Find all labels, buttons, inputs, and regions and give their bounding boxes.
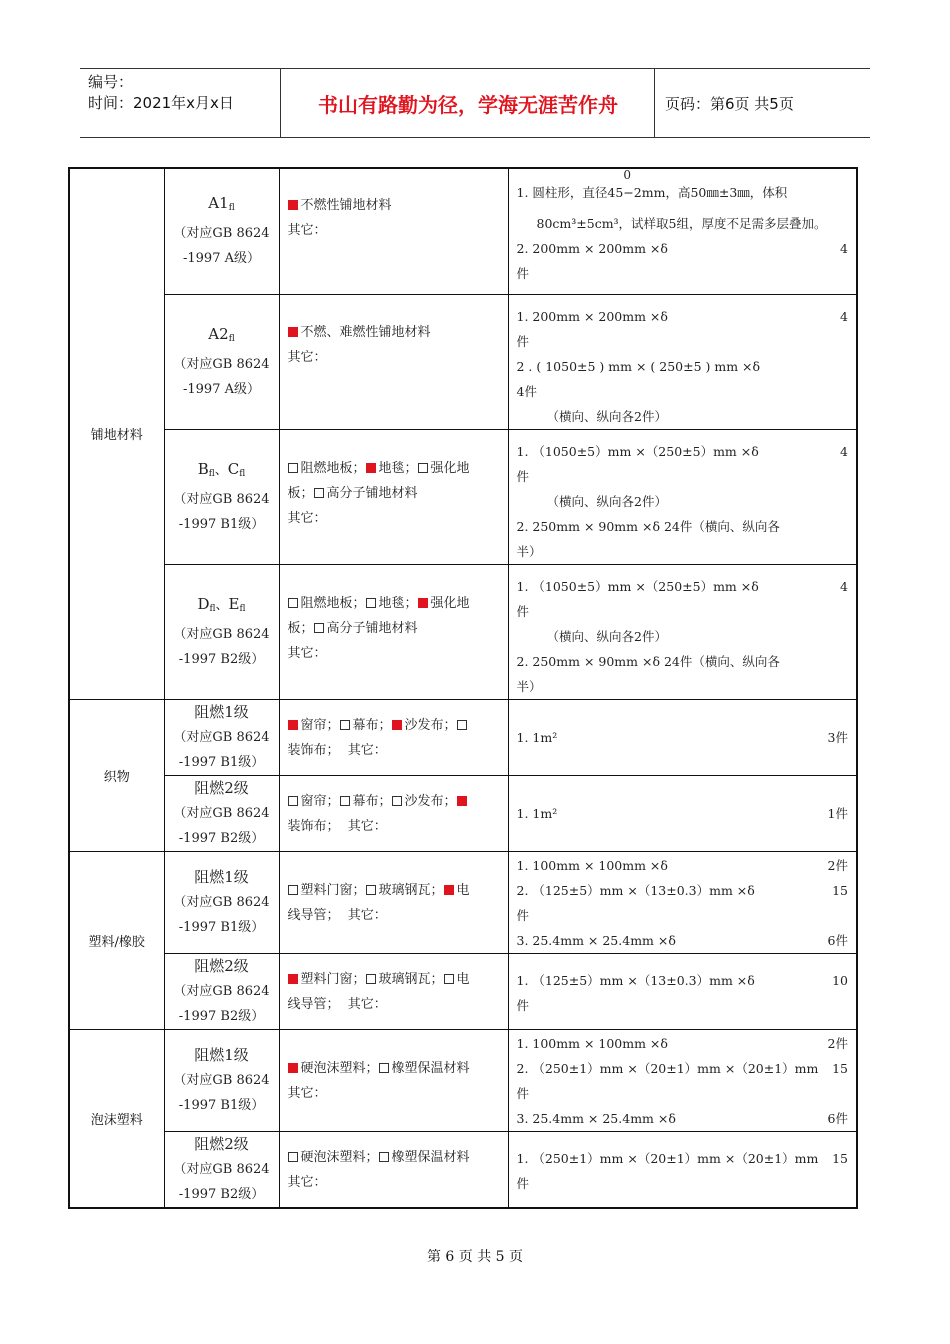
spec-cell	[508, 953, 857, 1029]
checkbox-checked-icon[interactable]	[288, 974, 298, 984]
checkbox-checked-icon[interactable]	[418, 598, 428, 608]
spec-cell	[508, 168, 857, 294]
text-fragment: 地毯；	[378, 595, 418, 611]
spec-unit: 件	[516, 1085, 530, 1101]
spec-line: 1. 圆柱形，直径45	[516, 185, 624, 200]
checkbox-icon[interactable]	[366, 598, 376, 608]
grade-ref: （对应GB 8624	[173, 626, 270, 642]
spec-unit: 件	[516, 603, 530, 619]
text-fragment: 其它：	[347, 907, 387, 923]
grade-cell	[164, 1029, 279, 1131]
text-fragment: 窗帘；	[300, 717, 340, 733]
spec-note: （横向、纵向各2件）	[546, 493, 667, 509]
table-row	[69, 564, 857, 699]
text-fragment: 高分子铺地材料	[326, 485, 418, 501]
text-fragment: fl	[239, 603, 246, 614]
grade-cell	[164, 429, 279, 564]
spec-count: 1件	[827, 805, 848, 821]
grade-ref: （对应GB 8624	[173, 356, 270, 372]
grade-ref: （对应GB 8624	[173, 226, 270, 242]
category-cell: 铺地材料	[69, 168, 164, 699]
checkbox-icon[interactable]	[444, 974, 454, 984]
checkbox-checked-icon[interactable]	[288, 1063, 298, 1073]
text-fragment: 电	[456, 971, 470, 987]
spec-line: 2. 250mm × 90mm ×δ 24件（横向、纵向各	[516, 653, 780, 669]
grade-name: C	[227, 459, 240, 478]
material-cell	[279, 851, 508, 953]
grade-ref: -1997 B1级）	[178, 516, 265, 532]
checkbox-icon[interactable]	[314, 623, 324, 633]
text-fragment: 阻燃地板；	[300, 460, 366, 476]
spec-line: 3. 25.4mm × 25.4mm ×δ	[516, 1110, 676, 1126]
spec-line: 1. 100mm × 100mm ×δ	[516, 1035, 668, 1051]
text-fragment: 塑料门窗；	[300, 971, 366, 987]
grade-subscript: fl	[228, 203, 235, 214]
grade-subscript: fl	[228, 333, 235, 344]
grade-cell	[164, 294, 279, 429]
spec-cell	[508, 851, 857, 953]
grade-ref: （对应GB 8624	[173, 729, 270, 745]
material-cell	[279, 953, 508, 1029]
grade-ref: （对应GB 8624	[173, 805, 270, 821]
checkbox-icon[interactable]	[457, 720, 467, 730]
checkbox-icon[interactable]	[288, 885, 298, 895]
text-fragment: 阻燃地板；	[300, 595, 366, 611]
text-fragment: 硬泡沫塑料；	[300, 1060, 379, 1076]
spec-line: 1. （250±1）mm ×（20±1）mm ×（20±1）mm	[516, 1150, 819, 1166]
other-label: 其它：	[287, 1174, 327, 1190]
grade-name: 阻燃2级	[194, 778, 249, 797]
text-fragment: 幕布；	[352, 793, 392, 809]
grade-cell	[164, 953, 279, 1029]
grade-name: 阻燃1级	[194, 1045, 249, 1064]
checkbox-checked-icon[interactable]	[457, 796, 467, 806]
material-cell	[279, 168, 508, 294]
text-fragment: 橡塑保温材料	[391, 1149, 470, 1165]
table-row	[69, 699, 857, 775]
time-label: 时间：2021年x月x日	[88, 94, 234, 112]
spec-line: 2 . ( 1050±5 ) mm × ( 250±5 ) mm ×δ	[516, 358, 761, 374]
grade-name: 阻燃2级	[194, 1134, 249, 1153]
category-cell: 织物	[69, 699, 164, 851]
text-fragment: 装饰布；	[287, 742, 340, 758]
table-row	[69, 168, 857, 294]
spec-line: 2. 200mm × 200mm ×δ	[516, 241, 668, 256]
spec-unit: 件	[516, 1175, 530, 1191]
text-fragment: 橡塑保温材料	[391, 1060, 470, 1076]
header-page-label: 页码：第6页 共5页	[665, 95, 794, 113]
grade-cell	[164, 851, 279, 953]
other-label: 其它：	[287, 223, 327, 238]
grade-cell	[164, 168, 279, 294]
spec-line: 2. （250±1）mm ×（20±1）mm ×（20±1）mm	[516, 1060, 819, 1076]
grade-name: A2	[208, 324, 229, 343]
text-fragment: 沙发布；	[404, 717, 457, 733]
text-fragment: 其它：	[347, 742, 387, 758]
material-cell	[279, 564, 508, 699]
checkbox-icon[interactable]	[379, 1063, 389, 1073]
text-fragment: 板；	[287, 620, 314, 636]
checkbox-icon[interactable]	[288, 598, 298, 608]
grade-cell	[164, 775, 279, 851]
spec-count: 2件	[827, 1035, 848, 1051]
text-fragment: 玻璃钢瓦；	[378, 882, 444, 898]
checkbox-checked-icon[interactable]	[444, 885, 454, 895]
material-cell	[279, 429, 508, 564]
grade-ref: （对应GB 8624	[173, 1072, 270, 1088]
table-row	[69, 953, 857, 1029]
grade-ref: -1997 B1级）	[178, 754, 265, 770]
text-fragment: 线导管；	[287, 907, 340, 923]
checkbox-icon[interactable]	[379, 1152, 389, 1162]
spec-line: 2. （125±5）mm ×（13±0.3）mm ×δ	[516, 882, 755, 898]
grade-name: 阻燃1级	[194, 702, 249, 721]
spec-cell	[508, 1131, 857, 1208]
spec-line: 80cm³±5cm³，试样取5组，厚度不足需多层叠加。	[536, 216, 827, 231]
text-fragment: 其它：	[347, 996, 387, 1012]
spec-line: 1. （1050±5）mm ×（250±5）mm ×δ	[516, 578, 759, 594]
page-footer: 第 6 页 共 5 页	[426, 1249, 524, 1265]
grade-name: 阻燃1级	[194, 867, 249, 886]
spec-note: （横向、纵向各2件）	[546, 408, 667, 424]
header-meta	[88, 72, 234, 114]
grade-ref: （对应GB 8624	[173, 1161, 270, 1177]
checkbox-checked-icon[interactable]	[288, 200, 298, 210]
text-fragment: 强化地	[430, 460, 470, 476]
spec-unit: 件	[516, 333, 530, 349]
table-row	[69, 851, 857, 953]
checkbox-icon[interactable]	[418, 463, 428, 473]
table-row	[69, 429, 857, 564]
spec-count: 2件	[827, 857, 848, 873]
spec-line: 1. 1m²	[516, 805, 558, 821]
spec-count: 4	[840, 578, 848, 594]
spec-cell	[508, 294, 857, 429]
material-cell	[279, 699, 508, 775]
text-fragment: 其它：	[347, 818, 387, 834]
spec-line: 1. （125±5）mm ×（13±0.3）mm ×δ	[516, 972, 755, 988]
text-fragment: 幕布；	[352, 717, 392, 733]
checkbox-icon[interactable]	[366, 885, 376, 895]
header-divider	[654, 69, 655, 137]
spec-count: 6件	[827, 932, 848, 948]
grade-name: B	[197, 459, 209, 478]
other-label: 其它：	[287, 645, 327, 661]
grade-name: 阻燃2级	[194, 956, 249, 975]
spec-line: 1. 1m²	[516, 729, 558, 745]
text-fragment: 塑料门窗；	[300, 882, 366, 898]
material-option: 不燃、难燃性铺地材料	[300, 324, 431, 340]
grade-name: D	[197, 594, 210, 613]
checkbox-icon[interactable]	[392, 796, 402, 806]
spec-line: 2. 250mm × 90mm ×δ 24件（横向、纵向各	[516, 518, 780, 534]
text-fragment: 沙发布；	[404, 793, 457, 809]
text-fragment: 高分子铺地材料	[326, 620, 418, 636]
spec-line: 1. 200mm × 200mm ×δ	[516, 308, 668, 324]
text-fragment: 玻璃钢瓦；	[378, 971, 444, 987]
grade-name: E	[228, 594, 240, 613]
grade-cell	[164, 564, 279, 699]
spec-line: 3. 25.4mm × 25.4mm ×δ	[516, 932, 676, 948]
spec-cell	[508, 564, 857, 699]
checkbox-checked-icon[interactable]	[288, 327, 298, 337]
spec-cell	[508, 1029, 857, 1131]
checkbox-checked-icon[interactable]	[366, 463, 376, 473]
text-fragment: mm，高50㎜±3㎜，体积	[641, 185, 788, 200]
other-label: 其它：	[287, 349, 327, 365]
spec-count: 15	[832, 1060, 848, 1076]
grade-cell	[164, 1131, 279, 1208]
material-option: 不燃性铺地材料	[300, 198, 392, 213]
text-fragment: 装饰布；	[287, 818, 340, 834]
checkbox-icon[interactable]	[314, 488, 324, 498]
checkbox-icon[interactable]	[288, 463, 298, 473]
checkbox-icon[interactable]	[366, 974, 376, 984]
material-cell	[279, 775, 508, 851]
spec-count: 10	[832, 972, 848, 988]
spec-note: （横向、纵向各2件）	[546, 628, 667, 644]
spec-unit: 4件	[516, 383, 537, 399]
header-motto: 书山有路勤为径，学海无涯苦作舟	[318, 92, 618, 117]
grade-ref: -1997 B1级）	[178, 1097, 265, 1113]
grade-cell	[164, 699, 279, 775]
text-fragment: fl	[209, 603, 216, 614]
grade-ref: -1997 B2级）	[178, 651, 265, 667]
text-fragment: 硬泡沫塑料；	[300, 1149, 379, 1165]
text-fragment: 线导管；	[287, 996, 340, 1012]
checkbox-icon[interactable]	[288, 1152, 298, 1162]
spec-count: 3件	[827, 729, 848, 745]
text-fragment: 板；	[287, 485, 314, 501]
grade-ref: -1997 B1级）	[178, 919, 265, 935]
spec-count: 15	[832, 882, 848, 898]
checkbox-checked-icon[interactable]	[288, 720, 298, 730]
grade-ref: -1997 B2级）	[178, 1008, 265, 1024]
text-fragment: fl	[208, 468, 215, 479]
grade-ref: -1997 A级）	[183, 381, 260, 397]
text-fragment: 地毯；	[378, 460, 418, 476]
spec-line: 1. 100mm × 100mm ×δ	[516, 857, 668, 873]
spec-unit: 件	[516, 468, 530, 484]
spec-unit: 件	[516, 266, 530, 281]
text-fragment: 、	[215, 597, 229, 613]
grade-ref: -1997 B2级）	[178, 1186, 265, 1202]
text-fragment: 电	[456, 882, 470, 898]
category-cell: 塑料/橡胶	[69, 851, 164, 1029]
grade-ref: （对应GB 8624	[173, 491, 270, 507]
spec-cell	[508, 699, 857, 775]
category-cell: 泡沫塑料	[69, 1029, 164, 1208]
text-fragment: 强化地	[430, 595, 470, 611]
spec-count: 4	[840, 308, 848, 324]
spec-count: 15	[832, 1150, 848, 1166]
other-label: 其它：	[287, 510, 327, 526]
spec-count: 4	[840, 443, 848, 459]
spec-unit: 半）	[516, 543, 542, 559]
grade-ref: （对应GB 8624	[173, 983, 270, 999]
table-row	[69, 775, 857, 851]
checkbox-icon[interactable]	[340, 796, 350, 806]
checkbox-checked-icon[interactable]	[392, 720, 402, 730]
tolerance	[623, 168, 642, 205]
material-cell	[279, 1029, 508, 1131]
table-row	[69, 294, 857, 429]
table-row	[69, 1131, 857, 1208]
spec-unit: 件	[516, 997, 530, 1013]
grade-ref: -1997 A级）	[183, 251, 260, 267]
materials-table	[68, 167, 858, 1209]
other-label: 其它：	[287, 1085, 327, 1101]
checkbox-icon[interactable]	[288, 796, 298, 806]
spec-cell	[508, 775, 857, 851]
spec-unit: 件	[516, 907, 530, 923]
table-row	[69, 1029, 857, 1131]
text-fragment: 0	[623, 168, 631, 182]
material-cell	[279, 294, 508, 429]
checkbox-icon[interactable]	[340, 720, 350, 730]
text-fragment: −2	[623, 185, 642, 200]
material-cell	[279, 1131, 508, 1208]
spec-count: 6件	[827, 1110, 848, 1126]
spec-count: 4	[840, 241, 848, 256]
text-fragment: 窗帘；	[300, 793, 340, 809]
spec-cell	[508, 429, 857, 564]
text-fragment: 、	[214, 462, 228, 478]
grade-ref: -1997 B2级）	[178, 830, 265, 846]
spec-unit: 半）	[516, 678, 542, 694]
grade-name: A1	[208, 194, 229, 213]
spec-line: 1. （1050±5）mm ×（250±5）mm ×δ	[516, 443, 759, 459]
text-fragment: fl	[239, 468, 246, 479]
header-divider	[280, 69, 281, 137]
document-header	[80, 68, 870, 138]
number-label: 编号：	[88, 73, 134, 91]
grade-ref: （对应GB 8624	[173, 894, 270, 910]
